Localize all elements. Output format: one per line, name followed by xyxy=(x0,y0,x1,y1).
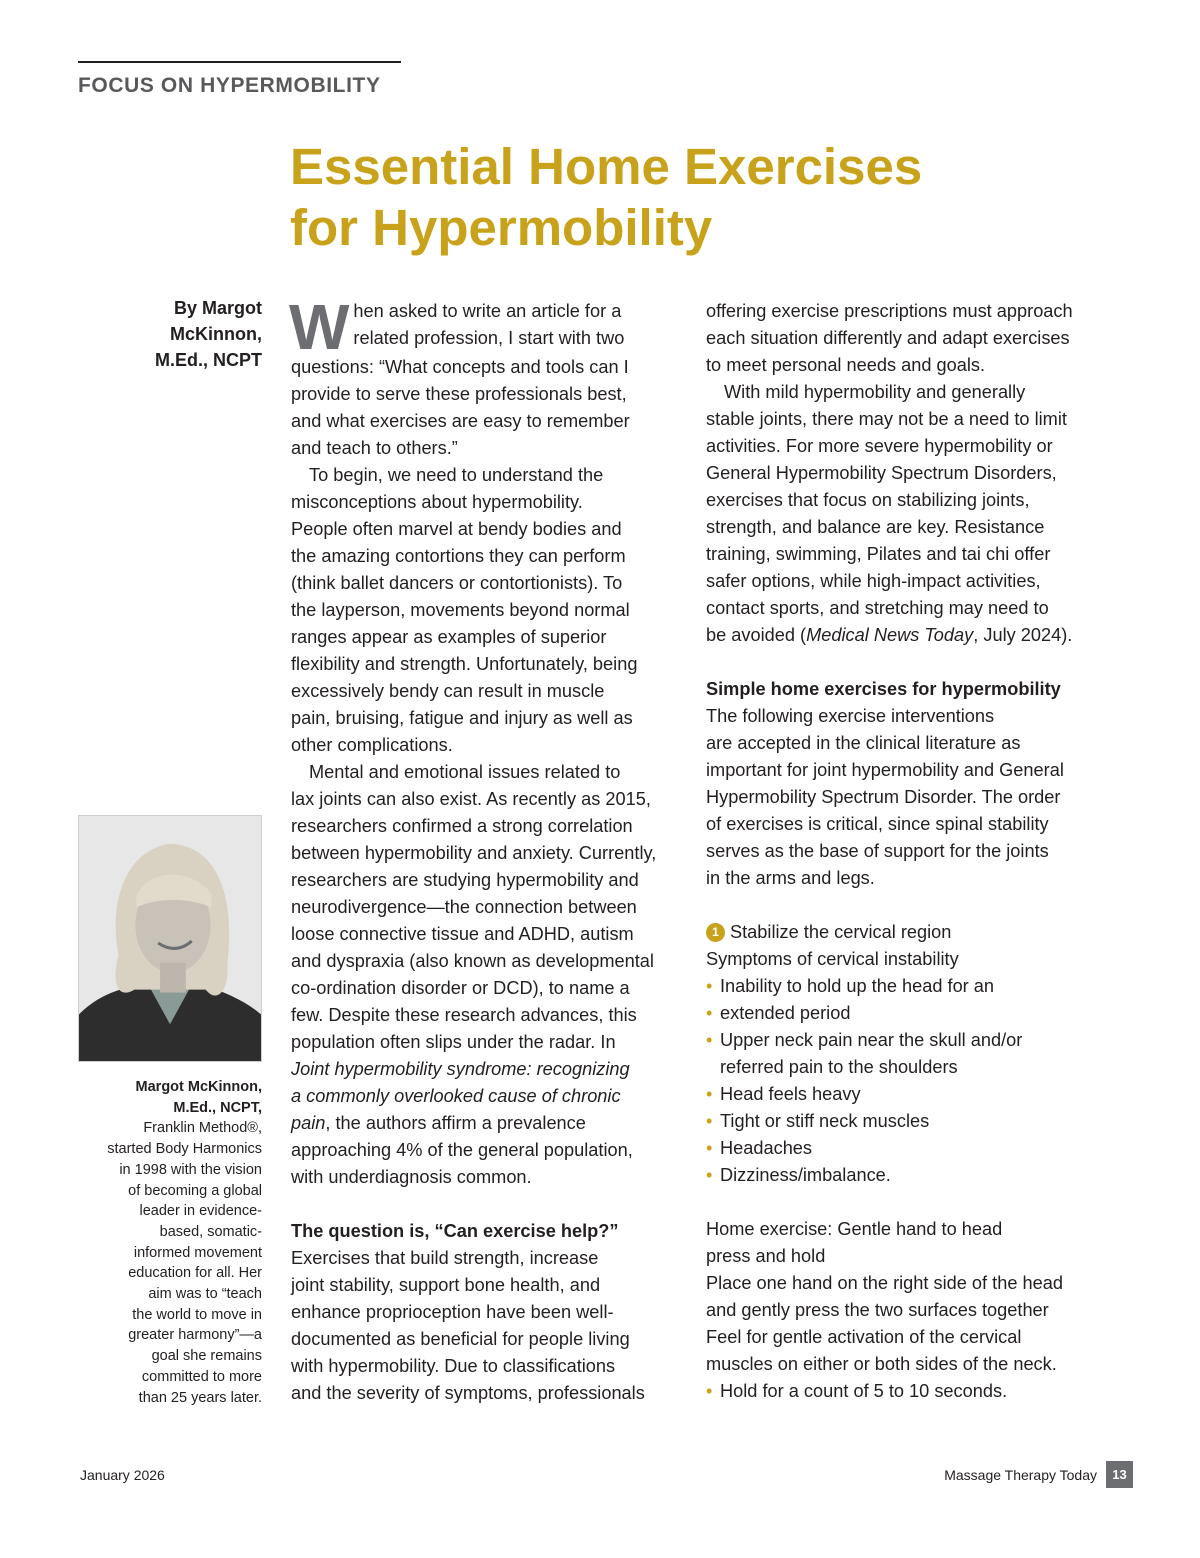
bio-line: greater harmony”—a xyxy=(128,1327,262,1344)
bullet-continuation xyxy=(706,1054,1106,1081)
body-text: be avoided ( xyxy=(706,625,807,645)
body-line: General Hypermobility Spectrum Disorders, xyxy=(706,463,1057,483)
article-column-1 xyxy=(289,291,691,1407)
body-line: excessively bendy can result in muscle xyxy=(291,681,605,701)
body-line: of exercises is critical, since spinal stability xyxy=(706,814,1049,834)
bio-name: Margot McKinnon, xyxy=(135,1079,262,1095)
section-label: FOCUS ON HYPERMOBILITY xyxy=(78,74,381,97)
body-line: to meet personal needs and goals. xyxy=(706,355,986,375)
body-line: training, swimming, Pilates and tai chi offer xyxy=(706,544,1051,564)
body-line: Exercises that build strength, increase xyxy=(291,1248,599,1268)
bullet-item: • Dizziness/imbalance. xyxy=(706,1162,1106,1189)
bio-line: informed movement xyxy=(133,1244,262,1261)
body-line: and teach to others.” xyxy=(291,438,458,458)
bio-line: education for all. Her xyxy=(128,1265,262,1282)
body-line: stable joints, there may not be a need to limit xyxy=(706,409,1067,429)
citation-italic: a commonly overlooked cause of chronic xyxy=(291,1086,621,1106)
body-line: misconceptions about hypermobility. xyxy=(291,492,583,512)
subheading: The question is, “Can exercise help?” xyxy=(291,1221,619,1241)
body-line: co-ordination disorder or DCD), to name a xyxy=(291,978,630,998)
body-line: between hypermobility and anxiety. Currently, xyxy=(291,843,657,863)
body-line: related profession, I start with two xyxy=(353,328,625,348)
body-line: each situation differently and adapt exercises xyxy=(706,328,1070,348)
author-bio xyxy=(72,1077,262,1408)
bio-line: Franklin Method®, xyxy=(143,1120,262,1137)
body-line: the amazing contortions they can perform xyxy=(291,546,626,566)
body-line: With mild hypermobility and generally xyxy=(724,382,1026,402)
body-line: and the severity of symptoms, professionals xyxy=(291,1383,645,1403)
citation-line xyxy=(291,1083,691,1110)
body-line: Feel for gentle activation of the cervical xyxy=(706,1327,1022,1347)
body-text: , the authors affirm a prevalence xyxy=(325,1113,586,1133)
body-line: in the arms and legs. xyxy=(706,868,875,888)
bullet-item: • Upper neck pain near the skull and/or xyxy=(706,1027,1106,1054)
body-line: The following exercise interventions xyxy=(706,706,995,726)
body-line: contact sports, and stretching may need to xyxy=(706,598,1049,618)
article-column-2 xyxy=(706,298,1106,1405)
section-rule xyxy=(78,61,401,63)
body-line: neurodivergence—the connection between xyxy=(291,897,637,917)
bullet-item: • Headaches xyxy=(706,1135,1106,1162)
citation-line xyxy=(706,622,1106,649)
bullet-text: extended period xyxy=(720,1003,851,1023)
body-line: muscles on either or both sides of the neck. xyxy=(706,1354,1057,1374)
page-number: 13 xyxy=(1106,1461,1133,1488)
body-line: activities. For more severe hypermobility or xyxy=(706,436,1053,456)
body-line: population often slips under the radar. In xyxy=(291,1032,616,1052)
author-portrait-image xyxy=(79,816,261,1061)
byline xyxy=(155,295,262,373)
body-line: and what exercises are easy to remember xyxy=(291,411,630,431)
bio-credentials: M.Ed., NCPT, xyxy=(173,1099,262,1116)
body-line: hen asked to write an article for a xyxy=(353,301,622,321)
step-number-badge: 1 xyxy=(706,923,725,942)
body-line: To begin, we need to understand the xyxy=(309,465,604,485)
bullet-item: • Head feels heavy xyxy=(706,1081,1106,1108)
byline-line: By Margot xyxy=(173,298,262,318)
bio-line: goal she remains xyxy=(151,1348,262,1365)
body-line: safer options, while high-impact activities, xyxy=(706,571,1041,591)
bullet-item: • Tight or stiff neck muscles xyxy=(706,1108,1106,1135)
bio-line: in 1998 with the vision xyxy=(119,1161,262,1178)
step-title: Stabilize the cervical region xyxy=(730,922,952,942)
citation-line xyxy=(291,1110,691,1137)
citation-italic: Medical News Today xyxy=(806,625,974,645)
body-line: Hypermobility Spectrum Disorder. The order xyxy=(706,787,1061,807)
citation-italic: pain xyxy=(291,1113,326,1133)
bullet-item: • Hold for a count of 5 to 10 seconds. xyxy=(706,1378,1106,1405)
body-line: offering exercise prescriptions must approach xyxy=(706,301,1073,321)
article-title xyxy=(290,136,1150,258)
body-line: questions: “What concepts and tools can I xyxy=(291,357,629,377)
body-line: pain, bruising, fatigue and injury as well as xyxy=(291,708,633,728)
bio-line: the world to move in xyxy=(132,1306,262,1323)
body-line: researchers confirmed a strong correlation xyxy=(291,816,633,836)
body-line: Mental and emotional issues related to xyxy=(309,762,621,782)
body-line: lax joints can also exist. As recently as 2015, xyxy=(291,789,651,809)
subheading: Simple home exercises for hypermobility xyxy=(706,679,1061,699)
body-line: strength, and balance are key. Resistance xyxy=(706,517,1045,537)
byline-line: McKinnon, xyxy=(170,324,262,344)
bio-line: aim was to “teach xyxy=(148,1286,262,1303)
body-line: flexibility and strength. Unfortunately, being xyxy=(291,654,638,674)
bullet-text: referred pain to the shoulders xyxy=(720,1057,958,1077)
body-line: the layperson, movements beyond normal xyxy=(291,600,630,620)
step-heading xyxy=(706,919,1106,946)
body-line: few. Despite these research advances, this xyxy=(291,1005,637,1025)
body-line: and dyspraxia (also known as developmental xyxy=(291,951,654,971)
body-text: , July 2024). xyxy=(973,625,1073,645)
citation-italic: Joint hypermobility syndrome: recognizing xyxy=(291,1059,630,1079)
body-line: other complications. xyxy=(291,735,453,755)
bullet-item: • Inability to hold up the head for an xyxy=(706,973,1106,1000)
body-line: researchers are studying hypermobility and xyxy=(291,870,639,890)
body-line: documented as beneficial for people living xyxy=(291,1329,630,1349)
symptoms-intro: Symptoms of cervical instability xyxy=(706,949,959,969)
body-line: provide to serve these professionals best, xyxy=(291,384,627,404)
body-line: with hypermobility. Due to classifications xyxy=(291,1356,616,1376)
body-line: important for joint hypermobility and General xyxy=(706,760,1064,780)
footer-publication: Massage Therapy Today xyxy=(944,1467,1097,1483)
body-line: loose connective tissue and ADHD, autism xyxy=(291,924,634,944)
body-line: joint stability, support bone health, and xyxy=(291,1275,601,1295)
body-line: are accepted in the clinical literature as xyxy=(706,733,1021,753)
body-line: approaching 4% of the general population, xyxy=(291,1140,633,1160)
drop-cap: W xyxy=(289,291,350,363)
bio-line: leader in evidence- xyxy=(139,1203,262,1220)
citation-line xyxy=(291,1056,691,1083)
byline-line: M.Ed., NCPT xyxy=(155,350,262,370)
body-line: ranges appear as examples of superior xyxy=(291,627,607,647)
title-line: for Hypermobility xyxy=(290,199,713,256)
footer-date: January 2026 xyxy=(80,1467,165,1483)
body-line: exercises that focus on stabilizing joints, xyxy=(706,490,1030,510)
exercise-title: Home exercise: Gentle hand to head xyxy=(706,1219,1003,1239)
body-line: Place one hand on the right side of the head xyxy=(706,1273,1063,1293)
body-line: People often marvel at bendy bodies and xyxy=(291,519,622,539)
author-photo xyxy=(78,815,262,1062)
title-line: Essential Home Exercises xyxy=(290,138,923,195)
body-line: serves as the base of support for the joints xyxy=(706,841,1049,861)
bio-line: of becoming a global xyxy=(128,1182,262,1199)
body-line: with underdiagnosis common. xyxy=(291,1167,532,1187)
body-line: and gently press the two surfaces together xyxy=(706,1300,1049,1320)
body-line: enhance proprioception have been well- xyxy=(291,1302,614,1322)
body-line: (think ballet dancers or contortionists). To xyxy=(291,573,623,593)
exercise-title: press and hold xyxy=(706,1246,826,1266)
bio-line: started Body Harmonics xyxy=(107,1141,262,1158)
bio-line: than 25 years later. xyxy=(138,1389,262,1406)
bio-line: based, somatic- xyxy=(159,1223,262,1240)
bio-line: committed to more xyxy=(141,1368,262,1385)
bullet-continuation xyxy=(706,1000,1106,1027)
